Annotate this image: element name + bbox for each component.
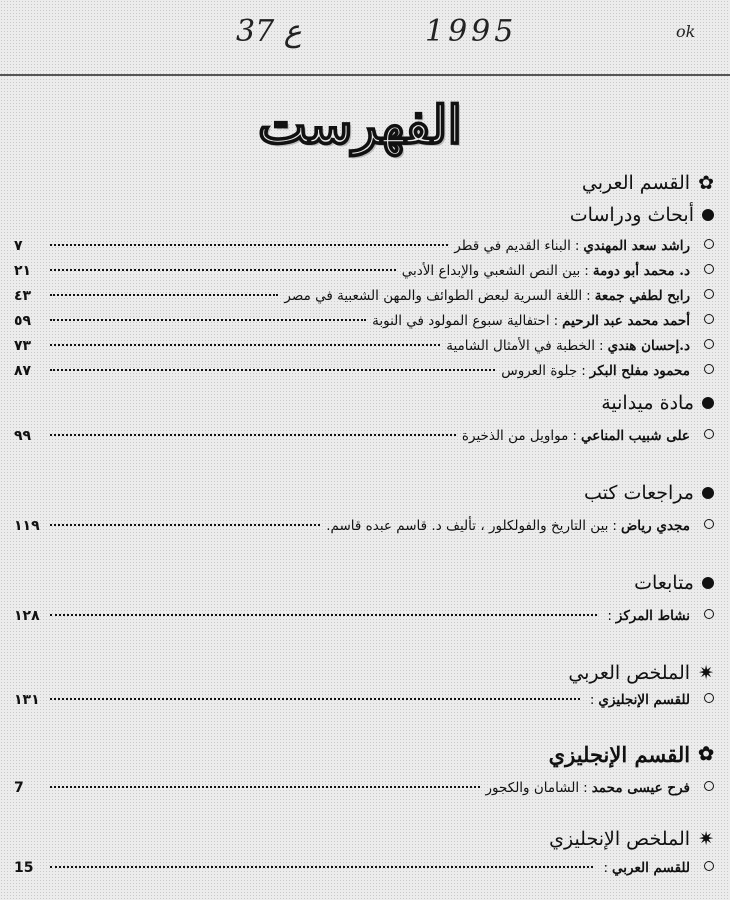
circle-bullet-icon — [704, 264, 714, 274]
section-heading: القسم العربي — [581, 172, 691, 194]
circle-bullet-icon — [704, 429, 714, 439]
entry-author: راشد سعد المهندي — [583, 238, 690, 254]
subsection-heading: مراجعات كتب — [583, 482, 694, 504]
dot-leader — [50, 369, 495, 371]
toc-entry[interactable]: محمود مفلح البكر : جلوة العروس ٨٧ — [14, 363, 714, 379]
subsection-heading: مادة ميدانية — [601, 392, 694, 414]
entry-author: نشاط المركز — [615, 608, 690, 624]
entry-page: ٤٣ — [14, 288, 32, 304]
entry-page: ٢١ — [14, 263, 32, 279]
subsection-followups — [634, 572, 714, 594]
subsection-heading: الملخص العربي — [568, 662, 691, 684]
entry-title: اللغة السرية لبعض الطوائف والمهن الشعبية في مصر — [284, 288, 583, 304]
dot-leader — [50, 319, 366, 321]
bullet-icon — [702, 577, 714, 589]
dot-leader — [50, 434, 456, 436]
dot-leader — [50, 344, 440, 346]
toc-entry[interactable]: على شبيب المناعي : مواويل من الذخيرة ٩٩ — [14, 428, 714, 444]
flower-icon: ✿ — [698, 171, 714, 194]
dot-leader — [50, 698, 580, 700]
toc-entry[interactable]: فرح عيسى محمد : الشامان والكجور 7 — [14, 780, 714, 796]
toc-entry[interactable]: للقسم الإنجليزي : ١٣١ — [14, 692, 714, 708]
handwritten-number: 37 ع — [236, 14, 302, 49]
entry-page: ٥٩ — [14, 313, 32, 329]
subsection-heading: متابعات — [634, 572, 694, 594]
circle-bullet-icon — [704, 781, 714, 791]
entry-page: 15 — [14, 860, 34, 876]
subsection-heading: أبحاث ودراسات — [569, 204, 694, 226]
circle-bullet-icon — [704, 239, 714, 249]
dot-leader — [50, 614, 597, 616]
section-heading: القسم الإنجليزي — [548, 742, 691, 767]
entry-page: ٧٣ — [14, 338, 32, 354]
dot-leader — [50, 294, 278, 296]
entry-author: مجدي رياض — [620, 518, 690, 534]
entry-author: فرح عيسى محمد — [591, 780, 690, 796]
toc-entry[interactable]: رابح لطفي جمعة : اللغة السرية لبعض الطوائف والمهن الشعبية في مصر ٤٣ — [14, 288, 714, 304]
dot-leader — [50, 786, 480, 788]
entry-title: بين النص الشعبي والإبداع الأدبي — [401, 263, 581, 279]
dot-leader — [50, 866, 593, 868]
subsection-arabic-summary — [568, 662, 714, 684]
toc-entry[interactable]: نشاط المركز : ١٢٨ — [14, 608, 714, 624]
bullet-icon — [702, 487, 714, 499]
toc-entry[interactable]: د. محمد أبو دومة : بين النص الشعبي والإبداع الأدبي ٢١ — [14, 263, 714, 279]
toc-entry[interactable]: مجدي رياض : بين التاريخ والفولكلور ، تأليف د. قاسم عبده قاسم. ١١٩ — [14, 518, 714, 534]
handwritten-ok: ok — [676, 22, 696, 41]
dot-leader — [50, 244, 448, 246]
entry-page: ٨٧ — [14, 363, 32, 379]
entry-author: د. محمد أبو دومة — [592, 263, 690, 279]
entry-page: ١٣١ — [14, 692, 40, 708]
subsection-heading: الملخص الإنجليزي — [549, 828, 691, 850]
bullet-icon — [702, 209, 714, 221]
toc-entry[interactable]: للقسم العربي : 15 — [14, 860, 714, 876]
entry-title: الخطبة في الأمثال الشامية — [446, 338, 595, 354]
entry-author: للقسم الإنجليزي — [598, 692, 690, 708]
entry-title: البناء القديم في قطر — [454, 238, 571, 254]
dot-leader — [50, 524, 320, 526]
circle-bullet-icon — [704, 519, 714, 529]
entry-title: الشامان والكجور — [485, 780, 580, 796]
entry-page: ٧ — [14, 238, 23, 254]
circle-bullet-icon — [704, 339, 714, 349]
bullet-icon — [702, 397, 714, 409]
entry-title: جلوة العروس — [501, 363, 578, 379]
entry-author: على شبيب المناعي — [580, 428, 690, 444]
subsection-field — [601, 392, 714, 414]
toc-entry[interactable]: د.إحسان هندي : الخطبة في الأمثال الشامية ٧٣ — [14, 338, 714, 354]
flower-icon: ✿ — [698, 743, 714, 765]
toc-entry[interactable]: راشد سعد المهندي : البناء القديم في قطر ٧ — [14, 238, 714, 254]
subsection-studies — [570, 204, 714, 226]
top-rule — [0, 74, 730, 76]
entry-title: بين التاريخ والفولكلور ، تأليف د. قاسم عبده قاسم. — [326, 518, 609, 534]
star-icon: ✷ — [698, 661, 714, 684]
entry-author: محمود مفلح البكر — [589, 363, 690, 379]
entry-author: للقسم العربي — [612, 860, 690, 876]
entry-author: د.إحسان هندي — [607, 338, 690, 354]
circle-bullet-icon — [704, 364, 714, 374]
circle-bullet-icon — [704, 609, 714, 619]
entry-author: أحمد محمد عبد الرحيم — [562, 313, 690, 329]
dot-leader — [50, 269, 396, 271]
entry-title: مواويل من الذخيرة — [461, 428, 569, 444]
circle-bullet-icon — [704, 693, 714, 703]
section-arabic — [582, 172, 714, 194]
circle-bullet-icon — [704, 289, 714, 299]
toc-entry[interactable]: أحمد محمد عبد الرحيم : احتفالية سبوع المولود في النوبة ٥٩ — [14, 313, 714, 329]
entry-page: ١١٩ — [14, 518, 40, 534]
circle-bullet-icon — [704, 314, 714, 324]
star-icon: ✷ — [698, 827, 714, 850]
subsection-english-summary — [549, 828, 714, 850]
handwritten-year: 1995 — [425, 14, 518, 49]
entry-title: احتفالية سبوع المولود في النوبة — [372, 313, 550, 329]
subsection-reviews — [584, 482, 714, 504]
section-english — [549, 742, 714, 767]
circle-bullet-icon — [704, 861, 714, 871]
entry-author: رابح لطفي جمعة — [594, 288, 690, 304]
page-title: الفهرست — [258, 95, 462, 156]
entry-page: ٩٩ — [14, 428, 32, 444]
entry-page: ١٢٨ — [14, 608, 40, 624]
entry-page: 7 — [14, 780, 24, 796]
